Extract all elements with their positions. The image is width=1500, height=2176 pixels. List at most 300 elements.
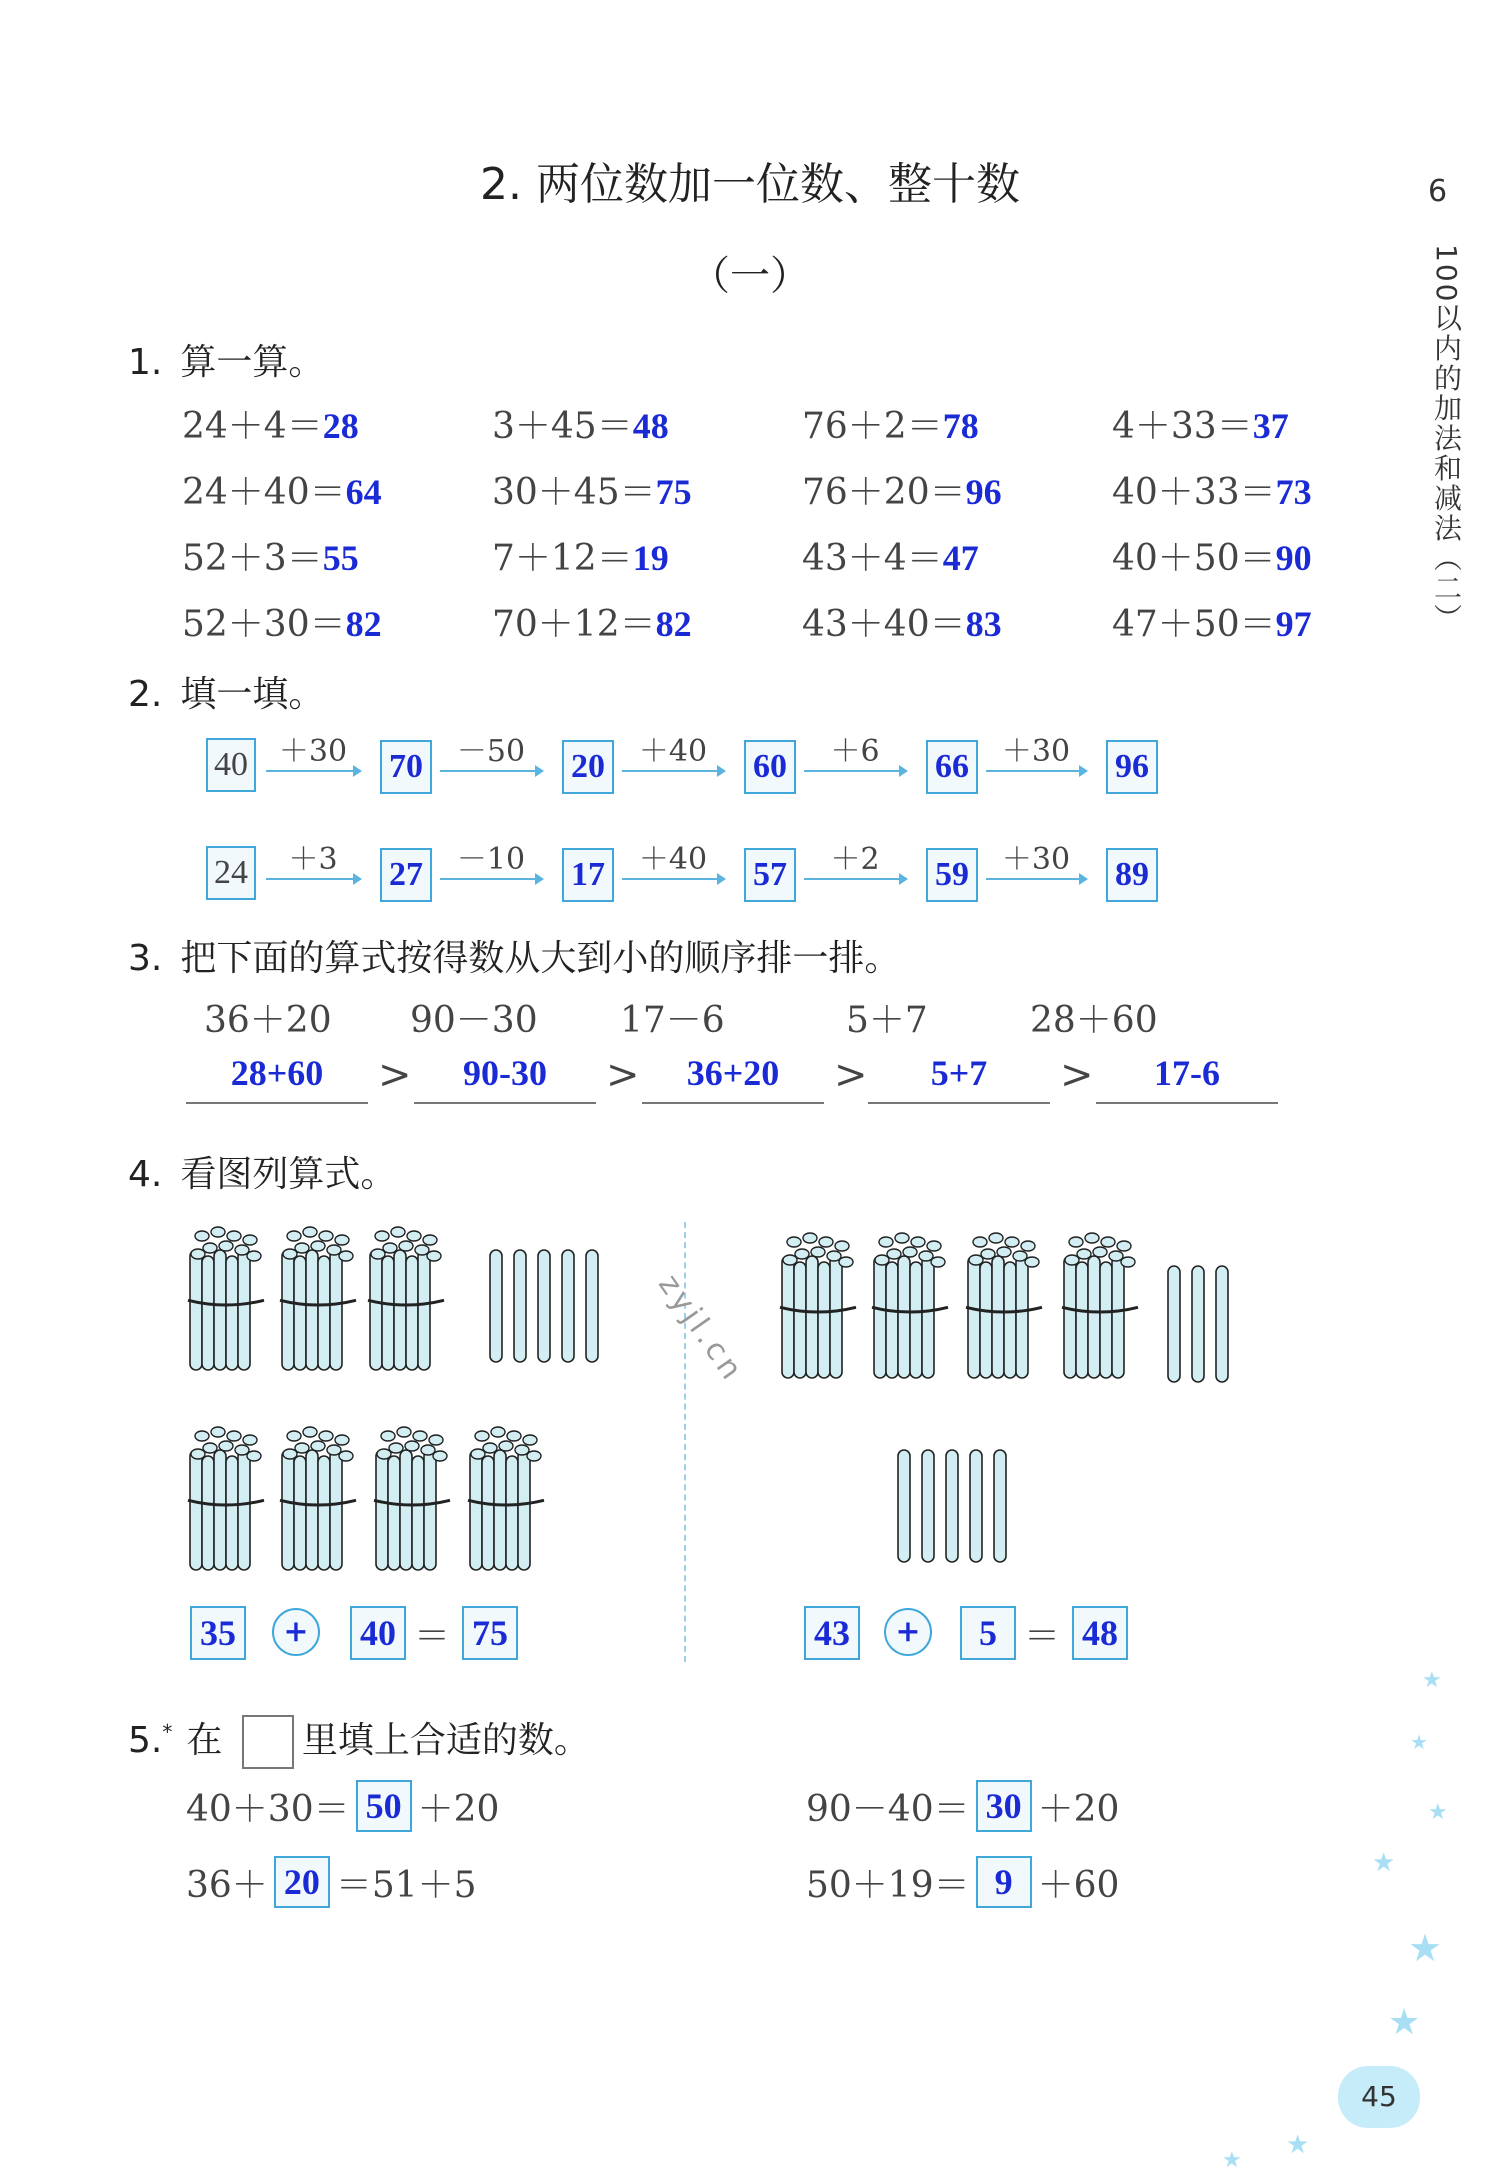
stick-end [219,1441,233,1451]
fill-prefix: 36＋ [186,1864,268,1906]
stick-end [783,1255,797,1265]
calc-expression: 52＋30＝ [182,604,346,645]
stick-end [287,1431,301,1441]
stick-end [515,1445,529,1455]
fill-answer-box[interactable]: 20 [274,1856,330,1908]
fill-prefix: 50＋19＝ [806,1864,970,1906]
bundled-stick [830,1256,842,1378]
stick-end [295,1243,309,1253]
bundled-stick [406,1256,418,1370]
bundled-stick [214,1250,226,1370]
single-stick [1216,1266,1228,1382]
left-addend-a[interactable]: 35 [190,1606,246,1660]
fill-prefix: 40＋30＝ [186,1788,350,1830]
order-answer-blank[interactable]: 17-6 [1096,1052,1278,1104]
stick-end [1109,1251,1123,1261]
stick-end [377,1449,391,1459]
stick-end [1013,1251,1027,1261]
fill-suffix: ＋60 [1037,1864,1120,1906]
greater-than-sign: > [1060,1052,1094,1098]
stick-end [429,1435,443,1445]
calc-answer[interactable]: 73 [1275,472,1312,512]
bundled-stick [1100,1262,1112,1378]
star-icon: ★ [1372,1848,1396,1878]
stick-end [887,1249,901,1259]
bundled-stick [1004,1262,1016,1378]
stick-end [319,1431,333,1441]
stick-end [381,1431,395,1441]
fill-answer-box[interactable]: 9 [976,1856,1032,1908]
chain-result-box[interactable]: 70 [380,740,432,794]
calc-answer[interactable]: 47 [942,538,979,578]
stick-end [243,1235,257,1245]
order-expression: 17－6 [620,1000,725,1041]
stick-end [303,1227,317,1237]
calc-answer[interactable]: 96 [965,472,1002,512]
stick-end [1117,1241,1131,1251]
stick-bundle-of-ten [468,1427,544,1570]
stick-end [287,1231,301,1241]
order-expression: 90－30 [410,1000,538,1041]
stick-bundle-of-ten [780,1233,856,1378]
bundled-stick [806,1256,818,1378]
stick-end [927,1241,941,1251]
stick-end [895,1233,909,1243]
calc-expression: 24＋40＝ [182,472,346,513]
stick-bundle-of-ten [1062,1233,1138,1378]
calc-expression: 3＋45＝ [492,406,633,447]
calc-expression: 24＋4＝ [182,406,323,447]
chain-result-box[interactable]: 59 [926,848,978,902]
left-addend-b[interactable]: 40 [350,1606,406,1660]
stick-bundle-of-ten [280,1227,356,1370]
stick-end [311,1241,325,1251]
bundled-stick [992,1256,1004,1378]
stick-end [407,1231,421,1241]
fill-answer-box[interactable]: 30 [976,1780,1032,1832]
stick-end [989,1233,1003,1243]
stick-end [243,1435,257,1445]
stick-end [819,1237,833,1247]
stick-end [499,1441,513,1451]
single-stick [562,1250,574,1362]
stick-end [903,1247,917,1257]
stick-end [247,1451,261,1461]
fill-suffix: ＋20 [417,1788,500,1830]
bundled-stick [400,1450,412,1570]
stick-end [475,1431,489,1441]
stick-end [1005,1237,1019,1247]
single-stick [490,1250,502,1362]
left-operator[interactable]: + [272,1608,320,1656]
stick-end [191,1249,205,1259]
calc-answer[interactable]: 55 [322,538,359,578]
calc-answer[interactable]: 48 [632,406,669,446]
bundled-stick [394,1250,406,1370]
star-icon: ★ [1428,1800,1448,1825]
stick-end [191,1449,205,1459]
bundled-stick [306,1450,318,1570]
bundled-stick [226,1256,238,1370]
chain-operation: ＋30 [278,734,348,769]
stick-end [195,1231,209,1241]
bundled-stick [418,1250,430,1370]
section-number: 4. [128,1154,163,1195]
stick-end [415,1245,429,1255]
stick-end [523,1435,537,1445]
calc-answer[interactable]: 75 [655,472,692,512]
stick-bundle-of-ten [280,1427,356,1570]
stick-end [303,1427,317,1437]
bundled-stick [506,1456,518,1570]
stick-end [283,1449,297,1459]
chain-result-box[interactable]: 89 [1106,848,1158,902]
fill-problem [806,1856,1119,1908]
stick-end [997,1247,1011,1257]
stick-end [507,1431,521,1441]
stick-end [335,1235,349,1245]
bundled-stick [412,1456,424,1570]
stick-end [421,1445,435,1455]
bundled-stick [306,1250,318,1370]
stick-end [811,1247,825,1257]
single-stick [970,1450,982,1562]
stick-end [803,1233,817,1243]
calc-answer[interactable]: 82 [345,604,382,644]
calc-answer[interactable]: 82 [655,604,692,644]
bundled-stick [424,1450,436,1570]
stick-end [327,1445,341,1455]
stick-end [835,1241,849,1251]
stick-end [247,1251,261,1261]
stick-end [471,1449,485,1459]
right-addend-b[interactable]: 5 [960,1606,1016,1660]
chapter-title: 100以内的加法和减法（二） [1430,244,1463,634]
section-title: 把下面的算式按得数从大到小的顺序排一排。 [180,938,901,979]
bundled-stick [818,1262,830,1378]
chain-result-box[interactable]: 96 [1106,740,1158,794]
stick-end [219,1241,233,1251]
bundled-stick [330,1250,342,1370]
stick-end [483,1443,497,1453]
section-title: 看图列算式。 [180,1154,397,1195]
calc-answer[interactable]: 28 [322,406,359,446]
bundled-stick [330,1450,342,1570]
stick-end [1093,1247,1107,1257]
chain-start-box: 40 [206,738,256,792]
calc-expression: 40＋50＝ [1112,538,1276,579]
stick-end [389,1443,403,1453]
fill-suffix: ＝51＋5 [335,1864,477,1906]
stick-end [969,1255,983,1265]
stick-end [399,1241,413,1251]
bundled-stick [898,1256,910,1378]
bundled-stick [518,1450,530,1570]
stick-end [1085,1233,1099,1243]
single-stick [898,1450,910,1562]
stick-bundle-of-ten [966,1233,1042,1378]
page-subtitle: （一） [690,253,810,299]
bundled-stick [370,1250,382,1370]
bundled-stick [238,1450,250,1570]
calc-answer[interactable]: 19 [632,538,669,578]
stick-end [1077,1249,1091,1259]
stick-end [919,1251,933,1261]
greater-than-sign: > [378,1052,412,1098]
stick-end [413,1431,427,1441]
right-equals: ＝ [1024,1616,1061,1657]
stick-end [973,1237,987,1247]
chain-result-box[interactable]: 66 [926,740,978,794]
bundled-stick [922,1256,934,1378]
chapter-number: 6 [1428,174,1448,209]
bundled-stick [282,1450,294,1570]
bundled-stick [202,1256,214,1370]
order-expression: 36＋20 [204,1000,332,1041]
section-5-heading [128,1712,590,1769]
calc-answer[interactable]: 64 [345,472,382,512]
bundled-stick [382,1256,394,1370]
right-result[interactable]: 48 [1072,1606,1128,1660]
right-addend-a[interactable]: 43 [804,1606,860,1660]
left-equals: ＝ [414,1616,451,1657]
section-number: 1. [128,342,163,383]
bundled-stick [910,1262,922,1378]
star-icon: ★ [1286,2130,1310,2160]
fill-answer-box[interactable]: 50 [356,1780,412,1832]
single-stick [946,1450,958,1562]
calc-expression: 70＋12＝ [492,604,656,645]
stick-end [1065,1255,1079,1265]
bundled-stick [874,1256,886,1378]
section-title: 算一算。 [180,342,325,383]
stick-end [311,1441,325,1451]
calc-expression: 7＋12＝ [492,538,633,579]
stick-end [235,1445,249,1455]
chain-operation: ＋2 [830,842,880,877]
calc-expression: 40＋33＝ [1112,472,1276,513]
single-stick [1168,1266,1180,1382]
stick-end [839,1257,853,1267]
calc-expression: 30＋45＝ [492,472,656,513]
left-result[interactable]: 75 [462,1606,518,1660]
stick-end [1069,1237,1083,1247]
stick-end [1121,1257,1135,1267]
chain-result-box[interactable]: 60 [744,740,796,794]
chain-operation: ＋30 [1001,842,1071,877]
chain-result-box[interactable]: 57 [744,848,796,902]
stick-end [875,1255,889,1265]
stick-end [911,1237,925,1247]
chain-result-box[interactable]: 17 [562,848,614,902]
stick-end [335,1435,349,1445]
stick-end [195,1431,209,1441]
section-number: 2. [128,674,163,715]
star-icon: ★ [1408,1926,1443,1970]
bundled-stick [886,1262,898,1378]
bundled-stick [318,1256,330,1370]
bundled-stick [214,1450,226,1570]
calc-answer[interactable]: 97 [1275,604,1312,644]
stick-end [433,1451,447,1461]
stick-end [391,1227,405,1237]
order-expression: 5＋7 [846,1000,928,1041]
calc-expression: 47＋50＝ [1112,604,1276,645]
stick-end [227,1231,241,1241]
bundled-stick [794,1262,806,1378]
chain-operation: ＋6 [830,734,880,769]
stick-end [1101,1237,1115,1247]
fill-suffix: ＋20 [1037,1788,1120,1830]
stick-end [527,1451,541,1461]
bundled-stick [190,1450,202,1570]
greater-than-sign: > [834,1052,868,1098]
stick-end [203,1243,217,1253]
stick-bundle-of-ten [188,1227,264,1370]
stick-end [339,1251,353,1261]
bundled-stick [980,1262,992,1378]
chain-result-box[interactable]: 20 [562,740,614,794]
order-expression: 28＋60 [1030,1000,1158,1041]
stick-end [227,1431,241,1441]
fill-problem [186,1780,499,1832]
bundled-stick [190,1250,202,1370]
stick-end [827,1251,841,1261]
calc-expression: 43＋40＝ [802,604,966,645]
bundled-stick [318,1456,330,1570]
section-title-pre: 在 [186,1720,223,1761]
stick-end [211,1227,225,1237]
bundled-stick [238,1250,250,1370]
stick-end [235,1245,249,1255]
single-stick [922,1450,934,1562]
calc-expression: 76＋2＝ [802,406,943,447]
stick-end [795,1249,809,1259]
bundled-stick [294,1256,306,1370]
single-stick [586,1250,598,1362]
single-stick [1192,1266,1204,1382]
bundled-stick [1112,1256,1124,1378]
bundled-stick [968,1256,980,1378]
bundled-stick [294,1456,306,1570]
watermark: zyjl.cn [651,1268,751,1390]
stick-end [319,1231,333,1241]
greater-than-sign: > [606,1052,640,1098]
order-answer-blank[interactable]: 28+60 [186,1052,368,1104]
single-stick [514,1250,526,1362]
stick-end [491,1427,505,1437]
stick-end [879,1237,893,1247]
stick-bundle-of-ten [188,1427,264,1570]
order-answer-blank[interactable]: 36+20 [642,1052,824,1104]
stick-end [787,1237,801,1247]
chain-operation: ＋30 [1001,734,1071,769]
star-icon: ★ [1388,2002,1421,2043]
bundled-stick [1064,1256,1076,1378]
stick-bundle-of-ten [872,1233,948,1378]
stick-end [423,1235,437,1245]
challenge-star: * [162,1720,173,1744]
stick-end [1025,1257,1039,1267]
page-title: 2. 两位数加一位数、整十数 [480,159,1020,210]
chain-operation: ＋40 [638,734,708,769]
stick-bundle-of-ten [368,1227,444,1370]
calc-answer[interactable]: 83 [965,604,1002,644]
chain-operation: ＋3 [288,842,338,877]
bundled-stick [376,1450,388,1570]
calc-expression: 52＋3＝ [182,538,323,579]
stick-end [405,1441,419,1451]
single-stick [538,1250,550,1362]
bundled-stick [282,1250,294,1370]
right-operator[interactable]: + [884,1608,932,1656]
page-number: 45 [1338,2066,1420,2128]
chain-result-box[interactable]: 27 [380,848,432,902]
bundled-stick [1076,1262,1088,1378]
stick-end [1021,1241,1035,1251]
single-stick [994,1450,1006,1562]
calc-expression: 4＋33＝ [1112,406,1253,447]
stick-end [339,1451,353,1461]
stick-end [427,1251,441,1261]
fill-problem [806,1780,1119,1832]
section-title-post: 里填上合适的数。 [301,1720,590,1761]
stick-end [375,1231,389,1241]
star-icon: ★ [1410,1730,1428,1754]
bundled-stick [1016,1256,1028,1378]
calc-answer[interactable]: 90 [1275,538,1312,578]
section-number: 3. [128,938,163,979]
stick-end [283,1249,297,1259]
chain-start-box: 24 [206,846,256,900]
bundled-stick [1088,1256,1100,1378]
stick-end [931,1257,945,1267]
star-icon: ★ [1222,2148,1242,2173]
chain-operation: ＋40 [638,842,708,877]
bundled-stick [782,1256,794,1378]
fill-prefix: 90－40＝ [806,1788,970,1830]
bundled-stick [388,1456,400,1570]
calc-answer[interactable]: 37 [1252,406,1289,446]
calc-answer[interactable]: 78 [942,406,979,446]
star-icon: ★ [1422,1668,1442,1693]
order-answer-blank[interactable]: 5+7 [868,1052,1050,1104]
stick-end [383,1243,397,1253]
chain-operation: －10 [456,842,526,877]
stick-end [981,1249,995,1259]
stick-end [397,1427,411,1437]
calc-expression: 43＋4＝ [802,538,943,579]
section-number: 5. [128,1720,163,1761]
stick-end [203,1443,217,1453]
bundled-stick [482,1456,494,1570]
calc-expression: 76＋20＝ [802,472,966,513]
stick-end [327,1245,341,1255]
bundled-stick [494,1450,506,1570]
chain-operation: －50 [456,734,526,769]
stick-end [295,1443,309,1453]
bundled-stick [226,1456,238,1570]
stick-bundle-of-ten [374,1427,450,1570]
bundled-stick [470,1450,482,1570]
order-answer-blank[interactable]: 90-30 [414,1052,596,1104]
section-title: 填一填。 [180,674,325,715]
stick-end [371,1249,385,1259]
stick-end [211,1427,225,1437]
sample-empty-box [242,1715,294,1769]
fill-problem [186,1856,477,1908]
bundled-stick [202,1456,214,1570]
